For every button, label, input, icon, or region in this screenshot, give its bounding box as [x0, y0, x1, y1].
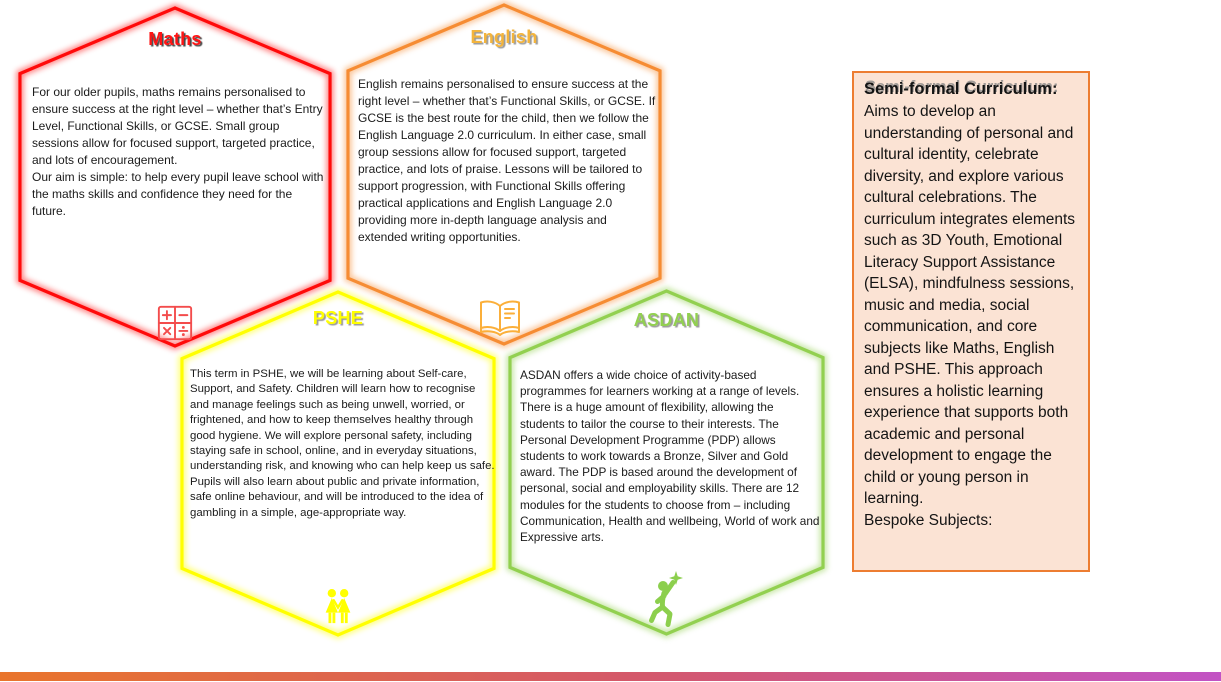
english-title: English: [470, 27, 538, 47]
person-star-icon: [647, 569, 689, 629]
maths-paragraph: Our aim is simple: to help every pupil leave school with the maths skills and confidence they need for the future.: [32, 170, 324, 218]
asdan-description: [520, 367, 820, 545]
pshe-paragraph: This term in PSHE, we will be learning about Self-care, Support, and Safety. Children will learn how to recognise and manage feelings such as being unwell, worried, or frightened, and how to keep themselves healthy through good hygiene. We will explore personal safety, including staying safe in school, online, and in everyday situations, understanding risk, and knowing who can help keep us safe. Pupils will also learn about public and private information, safe online behaviour, and will be introduced to the idea of gambling in a simple, age-appropriate way.: [190, 368, 495, 519]
panel-title: Semi-formal Curriculum:: [864, 80, 1058, 98]
two-people-icon: [319, 587, 357, 626]
asdan-title: ASDAN: [633, 310, 700, 330]
pshe-description: [190, 367, 495, 521]
pshe-title: PSHE: [312, 308, 364, 328]
maths-description: [32, 84, 326, 220]
english-paragraph: English remains personalised to ensure success at the right level – whether that’s Functional Skills, or GCSE. If GCSE is the best route for the child, then we follow the English Language 2.0 curriculum. In either case, small group sessions allow for focused support, targeted practice, and lots of praise. Lessons will be tailored to support progression, with Functional Skills offering practical applications and English Language 2.0 providing more in-depth language analysis and extended writing opportunities.: [358, 77, 656, 244]
maths-paragraph: For our older pupils, maths remains personalised to ensure success at the right level – whether that’s Entry Level, Functional Skills, or GCSE. Small group sessions allow for focused support, targeted practice, and lots of encouragement.: [32, 85, 323, 167]
pshe-hexagon-card: [179, 289, 497, 638]
english-description: [358, 76, 657, 246]
maths-title: Maths: [148, 29, 202, 49]
panel-bespoke-subjects-label: Bespoke Subjects:: [864, 511, 993, 529]
asdan-hexagon-card: [507, 288, 826, 637]
panel-body-text: Aims to develop an understanding of personal and cultural identity, celebrate diversity, and explore various cultural celebrations. The curriculum integrates elements such as 3D Youth, Emotional Literacy Support Assistance (ELSA), mindfulness sessions, music and media, social communication, and core subjects like Maths, English and PSHE. This approach ensures a holistic learning experience that supports both academic and personal development to engage the child or young person in learning.: [864, 103, 1076, 507]
semi-formal-curriculum-panel: [852, 71, 1090, 572]
asdan-paragraph: ASDAN offers a wide choice of activity-based programmes for learners working at a range of levels. There is a huge amount of flexibility, allowing the students to tailor the course to their interests. The Personal Development Programme (PDP) allows students to work towards a Bronze, Silver and Gold award. The PDP is based around the development of personal, social and employability skills. There are 12 modules for the students to choose from – including Communication, Health and wellbeing, World of work and Expressive arts.: [520, 368, 820, 545]
footer-gradient-bar: [0, 672, 1221, 681]
